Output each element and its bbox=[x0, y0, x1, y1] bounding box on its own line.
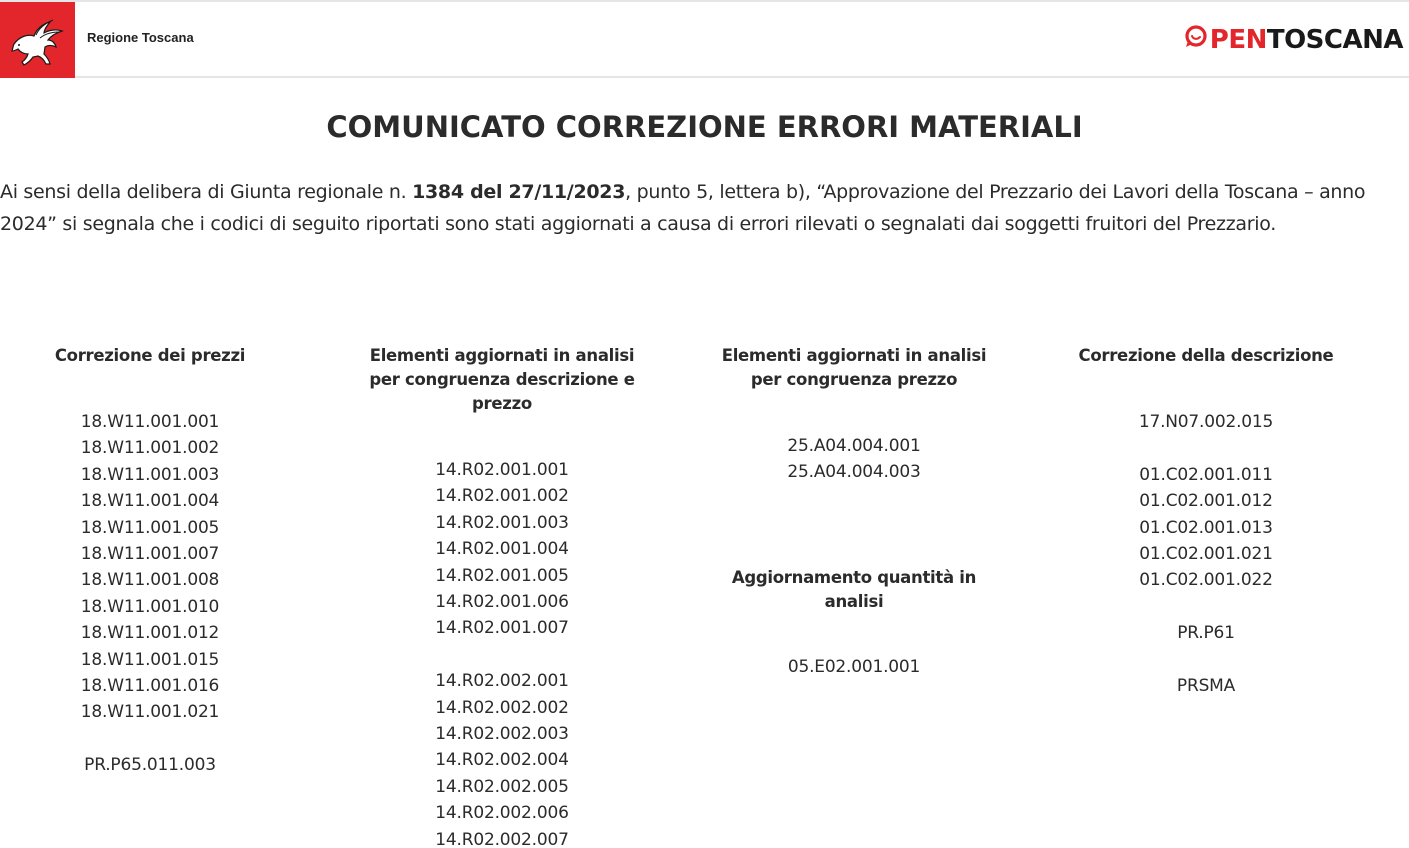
code-item: 18.W11.001.007 bbox=[80, 544, 220, 565]
code-item: 17.N07.002.015 bbox=[1138, 412, 1274, 432]
pegasus-logo-icon bbox=[6, 10, 68, 70]
code-item: 14.R02.002.004 bbox=[435, 750, 569, 771]
code-list bbox=[1056, 409, 1356, 699]
code-item: 18.W11.001.004 bbox=[80, 491, 220, 512]
code-item: 14.R02.002.003 bbox=[435, 724, 569, 745]
code-item: 18.W11.001.012 bbox=[80, 623, 220, 644]
regione-toscana-logo[interactable] bbox=[0, 2, 75, 78]
code-list bbox=[704, 654, 1004, 680]
code-item: 14.R02.002.001 bbox=[435, 671, 569, 692]
code-item: 01.C02.001.021 bbox=[1139, 544, 1273, 565]
column-heading: Correzione della descrizione bbox=[1078, 346, 1334, 365]
code-item: 14.R02.001.003 bbox=[435, 512, 569, 533]
code-item: 18.W11.001.002 bbox=[80, 438, 220, 459]
code-item: 01.C02.001.011 bbox=[1139, 464, 1273, 485]
list-spacer bbox=[1056, 594, 1356, 620]
speech-bubble-o-icon bbox=[1183, 24, 1208, 56]
code-item: PRSMA bbox=[1176, 676, 1236, 697]
code-item: 14.R02.002.005 bbox=[435, 776, 569, 797]
intro-text-part1: Ai sensi della delibera di Giunta regionale n. bbox=[0, 181, 413, 203]
code-item: 14.R02.002.006 bbox=[435, 803, 569, 824]
code-item: PR.P61 bbox=[1177, 623, 1235, 644]
code-item: 14.R02.001.001 bbox=[435, 460, 569, 480]
list-spacer bbox=[1056, 647, 1356, 673]
code-item: 18.W11.001.021 bbox=[80, 702, 220, 723]
code-item: 14.R02.002.007 bbox=[435, 829, 569, 848]
column-congruenza-prezzo bbox=[704, 344, 1004, 680]
code-item: 18.W11.001.016 bbox=[80, 676, 220, 697]
column-heading: Correzione dei prezzi bbox=[54, 346, 246, 365]
intro-delibera-ref: 1384 del 27/11/2023 bbox=[412, 181, 626, 203]
list-spacer bbox=[352, 642, 652, 668]
code-item: 18.W11.001.005 bbox=[80, 517, 220, 538]
code-item: 18.W11.001.008 bbox=[80, 570, 220, 591]
code-item: 01.C02.001.013 bbox=[1139, 517, 1273, 538]
brand-prefix: PEN bbox=[1209, 25, 1267, 55]
column-heading: Elementi aggiornati in analisi per congruenza prezzo bbox=[721, 346, 987, 389]
code-item: 14.R02.001.002 bbox=[435, 486, 569, 507]
code-item: 25.A04.004.003 bbox=[787, 462, 921, 483]
code-item: 14.R02.002.002 bbox=[435, 697, 569, 718]
code-item: 18.W11.001.003 bbox=[80, 464, 220, 485]
list-spacer bbox=[1056, 435, 1356, 461]
sub-heading-quantita: Aggiornamento quantità in analisi bbox=[731, 567, 977, 611]
column-heading: Elementi aggiornati in analisi per congruenza descrizione e prezzo bbox=[369, 346, 635, 413]
column-congruenza-descrizione-prezzo bbox=[352, 344, 652, 848]
column-correzione-prezzi bbox=[0, 344, 300, 779]
code-list bbox=[0, 409, 300, 779]
region-name[interactable]: Regione Toscana bbox=[87, 30, 194, 45]
list-spacer bbox=[0, 726, 300, 752]
top-header bbox=[0, 0, 1409, 78]
code-item: 01.C02.001.022 bbox=[1139, 570, 1273, 591]
brand-suffix: TOSCANA bbox=[1266, 25, 1403, 55]
code-list bbox=[352, 457, 652, 848]
code-item: 18.W11.001.001 bbox=[80, 412, 220, 432]
page-title: COMUNICATO CORREZIONE ERRORI MATERIALI bbox=[326, 110, 1083, 144]
opentoscana-brand[interactable] bbox=[1183, 24, 1403, 56]
code-item: PR.P65.011.003 bbox=[84, 755, 216, 776]
code-item: 01.C02.001.012 bbox=[1139, 491, 1273, 512]
code-item: 18.W11.001.015 bbox=[80, 649, 220, 670]
code-item: 14.R02.001.004 bbox=[435, 539, 569, 560]
code-item: 14.R02.001.005 bbox=[435, 565, 569, 586]
code-item: 18.W11.001.010 bbox=[80, 596, 220, 617]
intro-paragraph bbox=[0, 177, 1409, 240]
code-item: 05.E02.001.001 bbox=[787, 656, 921, 677]
code-item: 14.R02.001.006 bbox=[435, 592, 569, 613]
intro-text-part2: , punto 5, lettera b), “Approvazione del Prezzario dei Lavori della Toscana – anno 2024” si segnala che i codici di seguito riportati sono stati aggiornati a causa di errori rilevati o segnalati dai soggetti fruitori del Prezzario. bbox=[0, 181, 1366, 235]
code-item: 14.R02.001.007 bbox=[435, 618, 569, 639]
code-list bbox=[704, 433, 1004, 486]
column-correzione-descrizione bbox=[1056, 344, 1356, 699]
code-item: 25.A04.004.001 bbox=[787, 436, 921, 456]
